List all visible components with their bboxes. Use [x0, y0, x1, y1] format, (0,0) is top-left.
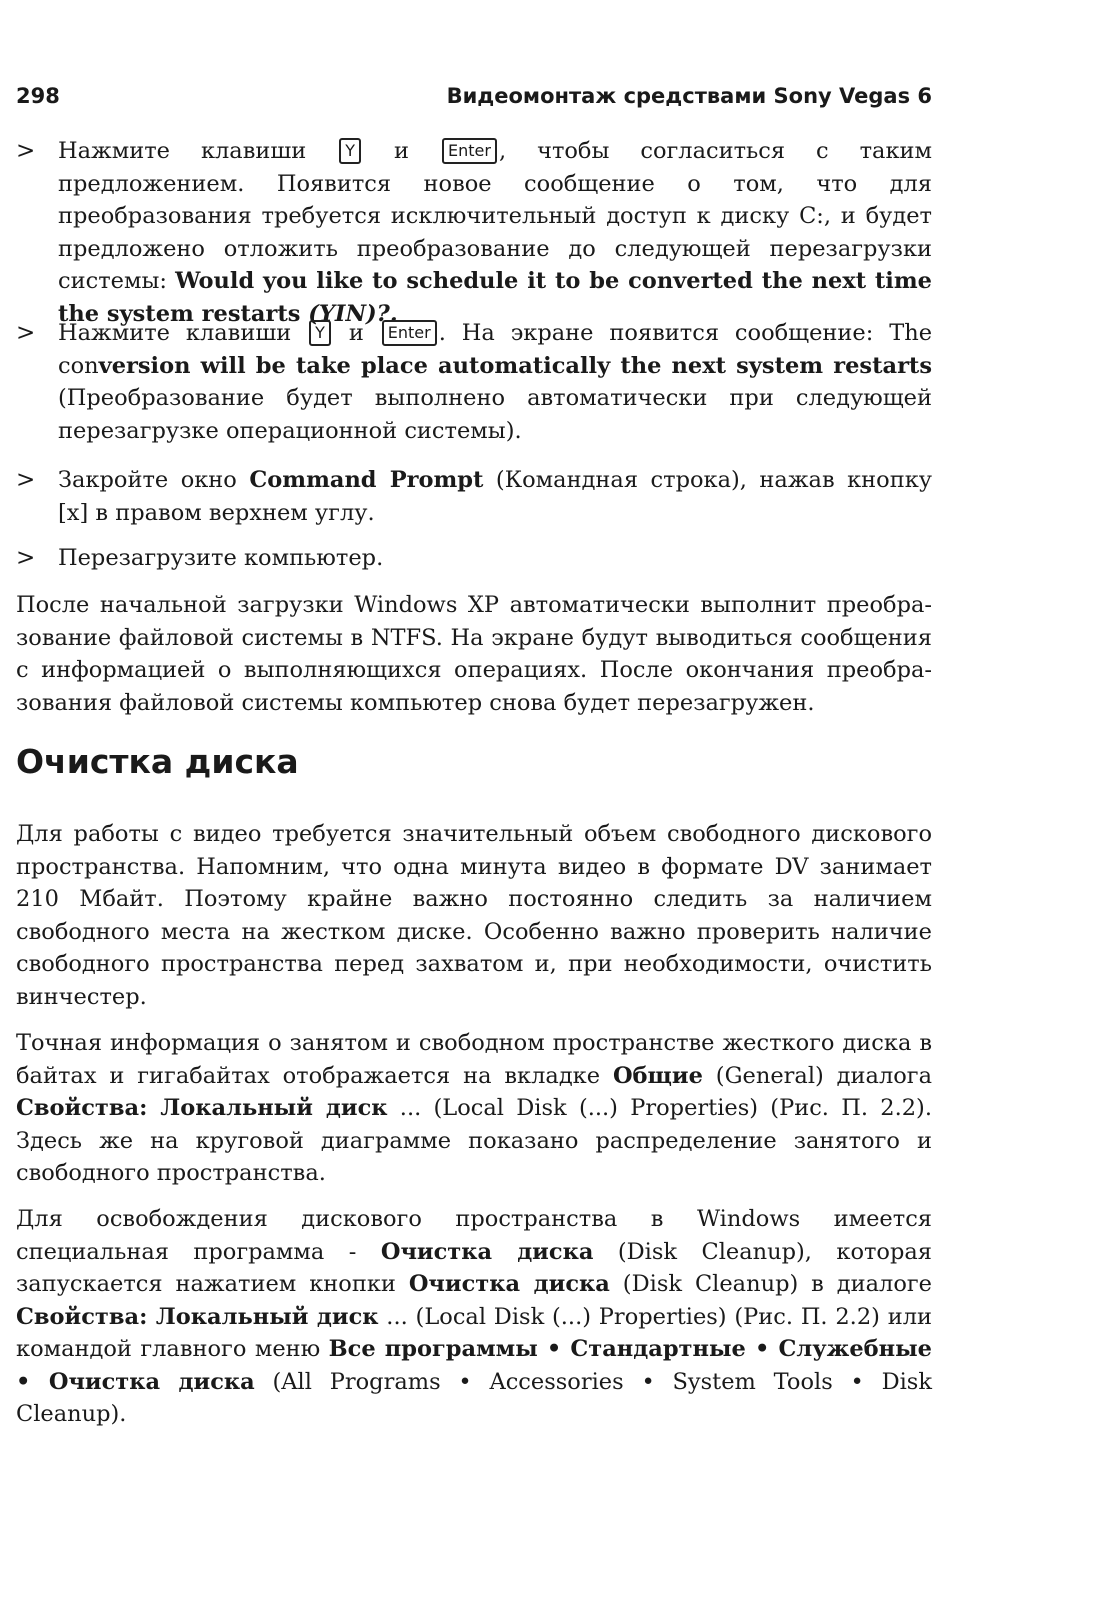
- bullet-marker: >: [16, 467, 36, 493]
- key-y: Y: [339, 138, 361, 164]
- page-number: 298: [16, 84, 60, 108]
- paragraph: Для работы с видео требуется значительный объем свободного дискового пространства. Напомним, что одна минута видео в формате DV занимает 210 Мбайт. Поэтому крайне важно постоянно следить за наличием свободного места на жестком диске. Особенно важно проверить наличие свободного пространства перед захватом и, при необходимости, очистить винчестер.: [16, 821, 932, 1010]
- list-item: [16, 317, 932, 447]
- key-y: Y: [309, 320, 331, 346]
- paragraph: Для освобождения дискового пространства в Windows имеется специальная программа - Очистка диска (Disk Cleanup), которая запускается нажатием кнопки Очистка диска (Disk Cleanup) в диалоге Свойства: Локальный диск ... (Local Disk (...) Properties) (Рис. П. 2.2) или командой главного меню Все программы • Стандартные • Служебные • Очистка диска (All Programs • Accessories • System Tools • Disk Cleanup).: [16, 1206, 932, 1427]
- list-item-text: Нажмите клавиши Y и Enter , чтобы согласиться с таким предложением. Появится новое сообщение о том, что для преобразования требуется исключительный доступ к диску С:, и будет предложено отложить преобразование до следующей перезагрузки системы: Would you like to schedule it to be converted the next time the system restarts (YIN)?.: [58, 138, 933, 327]
- bullet-marker: >: [16, 138, 36, 164]
- bullet-marker: >: [16, 320, 36, 346]
- list-item-text: Перезагрузите компьютер.: [58, 545, 384, 571]
- list-item: [16, 135, 932, 330]
- list-item: [16, 464, 932, 529]
- bullet-marker: >: [16, 545, 36, 571]
- section-heading: Очистка диска: [16, 742, 299, 781]
- key-enter: Enter: [442, 138, 497, 164]
- page-header: [16, 78, 932, 114]
- running-title: Видеомонтаж средствами Sony Vegas 6: [446, 84, 932, 108]
- list-item-text: Нажмите клавиши Y и Enter . На экране появится сообщение: The conversion will be take place automatically the next system restarts (Преобразование будет выполнено автоматически при следующей перезагрузке операционной системы).: [58, 320, 933, 444]
- list-item-text: Закройте окно Command Prompt (Командная строка), нажав кнопку [x] в правом верхнем углу.: [58, 467, 933, 526]
- paragraph: Точная информация о занятом и свободном пространстве жесткого диска в байтах и гигабайтах отображается на вкладке Общие (General) диалога Свойства: Локальный диск ... (Local Disk (...) Properties) (Рис. П. 2.2). Здесь же на круговой диаграмме показано распределение занятого и свободного пространства.: [16, 1030, 932, 1186]
- key-enter: Enter: [382, 320, 437, 346]
- paragraph: После начальной загрузки Windows XP автоматически выполнит преобразование файловой системы в NTFS. На экране будут выводиться сообщения с информацией о выполняющихся операциях. После окончания преобразования файловой системы компьютер снова будет перезагружен.: [16, 592, 932, 716]
- list-item: [16, 542, 932, 575]
